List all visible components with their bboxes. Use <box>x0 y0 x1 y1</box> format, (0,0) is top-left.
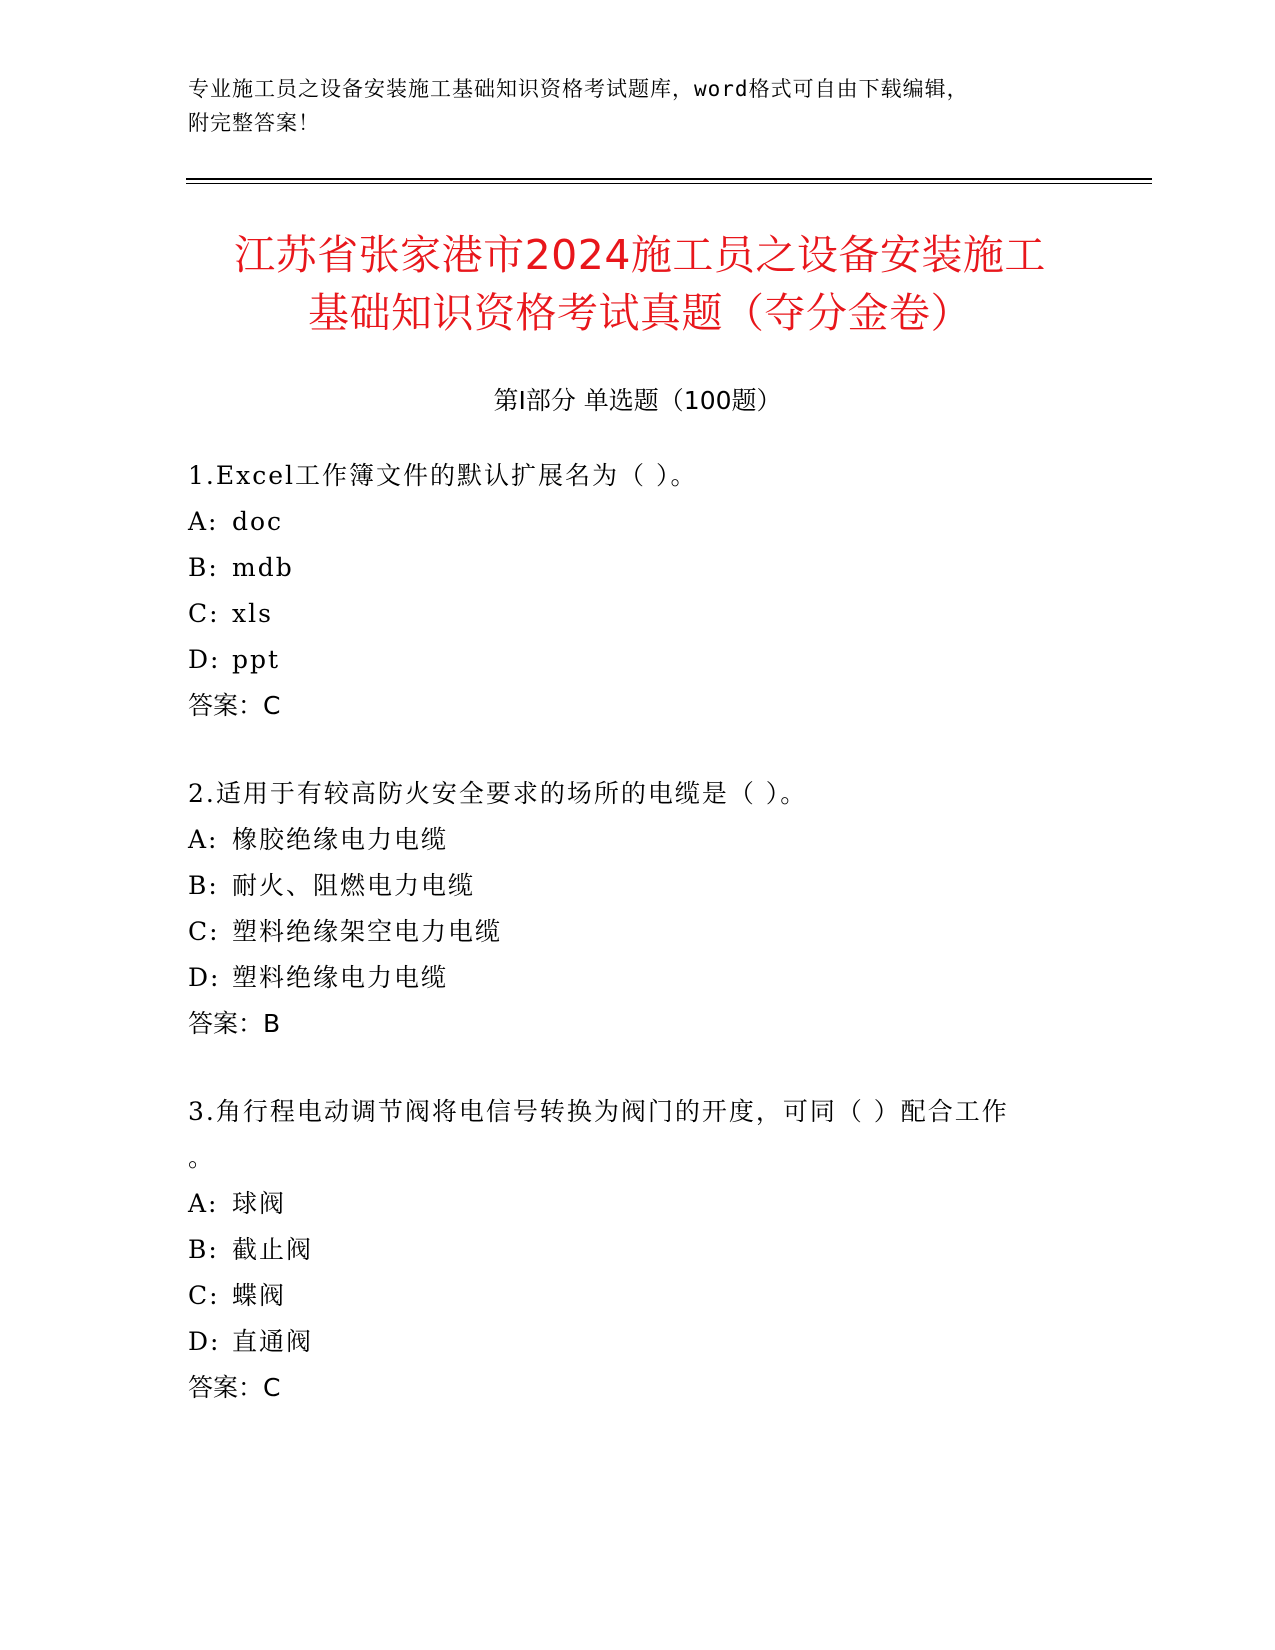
option-letter: B: <box>188 553 219 582</box>
option-text: 蝶阀 <box>232 1281 287 1310</box>
header-note-line-1: 专业施工员之设备安装施工基础知识资格考试题库，word格式可自由下载编辑， <box>188 77 969 101</box>
option-letter: B: <box>188 1235 219 1264</box>
option-c <box>188 591 1088 637</box>
option-a <box>188 1181 1088 1227</box>
header-divider-thick <box>186 178 1152 180</box>
option-text: ppt <box>232 645 281 674</box>
document-title-line-1: 江苏省张家港市2024施工员之设备安装施工 <box>234 231 1046 279</box>
document-title-line-2: 基础知识资格考试真题（夺分金卷） <box>308 289 972 337</box>
option-letter: C: <box>188 1281 220 1310</box>
question-stem-continuation: 。 <box>188 1143 216 1172</box>
option-letter: C: <box>188 599 220 628</box>
option-letter: D: <box>188 645 221 674</box>
option-text: doc <box>232 507 284 536</box>
option-b <box>188 1227 1088 1273</box>
question-1 <box>188 453 1088 729</box>
option-d <box>188 955 1088 1001</box>
option-text: 塑料绝缘电力电缆 <box>232 963 449 992</box>
option-text: 直通阀 <box>232 1327 314 1356</box>
answer: 答案：B <box>188 1009 281 1038</box>
header-note-line-2: 附完整答案！ <box>188 111 320 135</box>
option-c <box>188 1273 1088 1319</box>
question-stem: 3.角行程电动调节阀将电信号转换为阀门的开度，可同（ ）配合工作 <box>188 1097 1009 1126</box>
document-title <box>150 226 1130 342</box>
question-2 <box>188 771 1088 1047</box>
option-d <box>188 637 1088 683</box>
option-letter: A: <box>188 825 219 854</box>
option-b <box>188 863 1088 909</box>
option-text: xls <box>232 599 273 628</box>
option-text: 耐火、阻燃电力电缆 <box>232 871 476 900</box>
option-letter: D: <box>188 1327 221 1356</box>
option-text: 截止阀 <box>232 1235 314 1264</box>
option-text: 塑料绝缘架空电力电缆 <box>232 917 503 946</box>
question-3 <box>188 1089 1088 1411</box>
option-text: 橡胶绝缘电力电缆 <box>232 825 449 854</box>
header-note <box>188 72 1088 140</box>
option-c <box>188 909 1088 955</box>
question-stem: 1.Excel工作簿文件的默认扩展名为（ ）。 <box>188 461 698 490</box>
option-a <box>188 817 1088 863</box>
option-a <box>188 499 1088 545</box>
option-letter: A: <box>188 507 219 536</box>
option-letter: B: <box>188 871 219 900</box>
question-stem: 2.适用于有较高防火安全要求的场所的电缆是（ ）。 <box>188 779 808 808</box>
option-d <box>188 1319 1088 1365</box>
option-letter: A: <box>188 1189 219 1218</box>
header-divider-thin <box>186 183 1152 184</box>
option-b <box>188 545 1088 591</box>
answer: 答案：C <box>188 691 281 720</box>
option-text: 球阀 <box>232 1189 287 1218</box>
option-letter: D: <box>188 963 221 992</box>
section-heading: 第Ⅰ部分 单选题（100题） <box>493 386 782 415</box>
answer: 答案：C <box>188 1373 281 1402</box>
option-text: mdb <box>232 553 294 582</box>
option-letter: C: <box>188 917 220 946</box>
